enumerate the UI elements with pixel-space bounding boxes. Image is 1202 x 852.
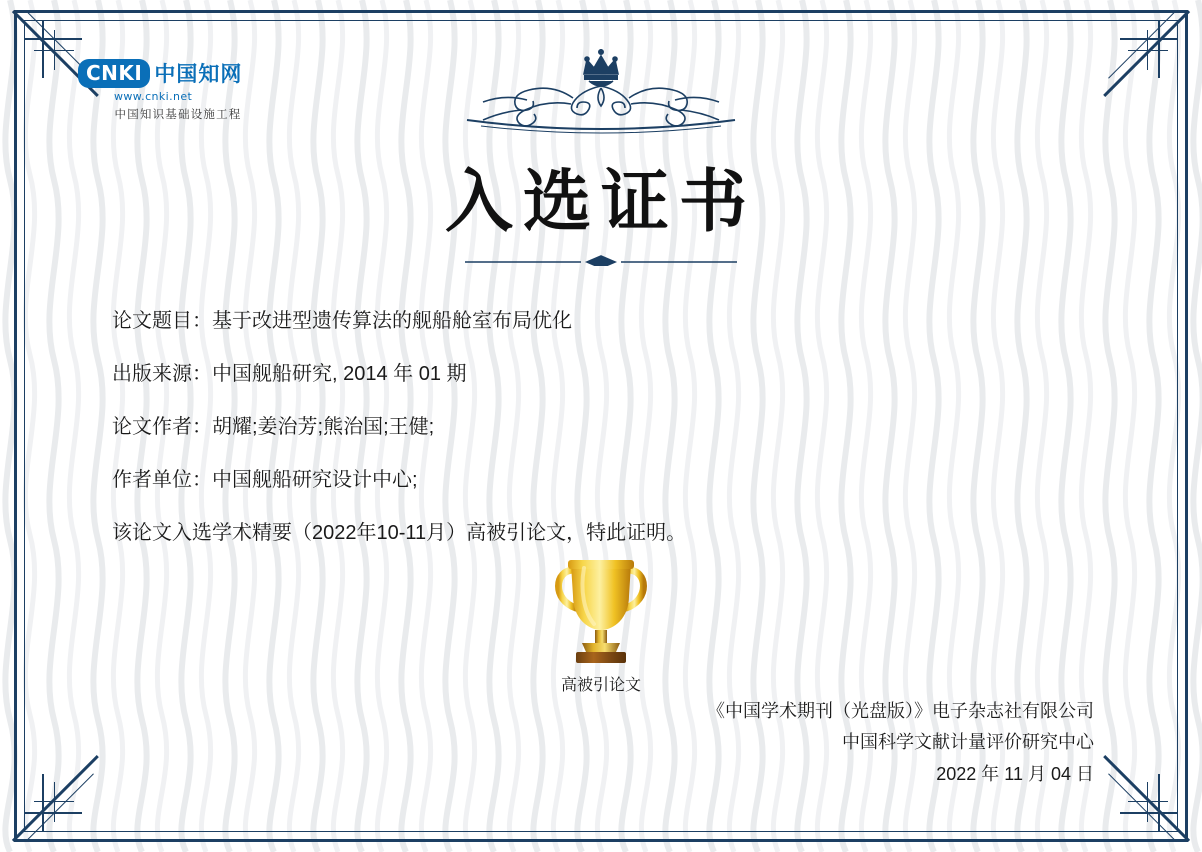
logo-row (78, 58, 308, 88)
award-block (0, 548, 1202, 695)
field-affiliation: 作者单位：中国舰船研究设计中心; (112, 469, 418, 491)
field-paper-title: 论文题目：基于改进型遗传算法的舰船舱室布局优化 (112, 310, 572, 332)
issuer-center: 中国科学文献计量评价研究中心 (842, 732, 1094, 752)
crown-flourish-ornament (421, 48, 781, 140)
issuer-company: 《中国学术期刊（光盘版）》电子杂志社有限公司 (707, 700, 1094, 721)
issue-date: 2022 年 11 月 04 日 (936, 763, 1094, 784)
title-underline-ornament (461, 252, 741, 266)
corner-ornament-bottom-right (1102, 756, 1188, 842)
trophy-icon (546, 548, 656, 666)
signature-block (707, 696, 1094, 791)
cnki-logo-url: www.cnki.net (114, 90, 193, 103)
field-statement: 该论文入选学术精要（2022年10-11月）高被引论文，特此证明。 (112, 522, 687, 544)
field-publication-source: 出版来源：中国舰船研究, 2014 年 01 期 (112, 363, 467, 385)
cnki-logo-brand: 中国知网 (154, 63, 243, 86)
cnki-logo-subtitle: 中国知识基础设施工程 (114, 109, 242, 121)
corner-ornament-bottom-left (14, 756, 100, 842)
field-authors: 论文作者：胡耀;姜治芳;熊治国;王健; (112, 416, 435, 438)
cnki-logo-mark: CNKI (78, 59, 150, 88)
page-title: 入选证书 (444, 162, 757, 242)
award-caption: 高被引论文 (560, 677, 641, 694)
certificate-fields (112, 308, 1092, 573)
corner-ornament-top-right (1102, 10, 1188, 96)
cnki-logo (78, 58, 308, 122)
